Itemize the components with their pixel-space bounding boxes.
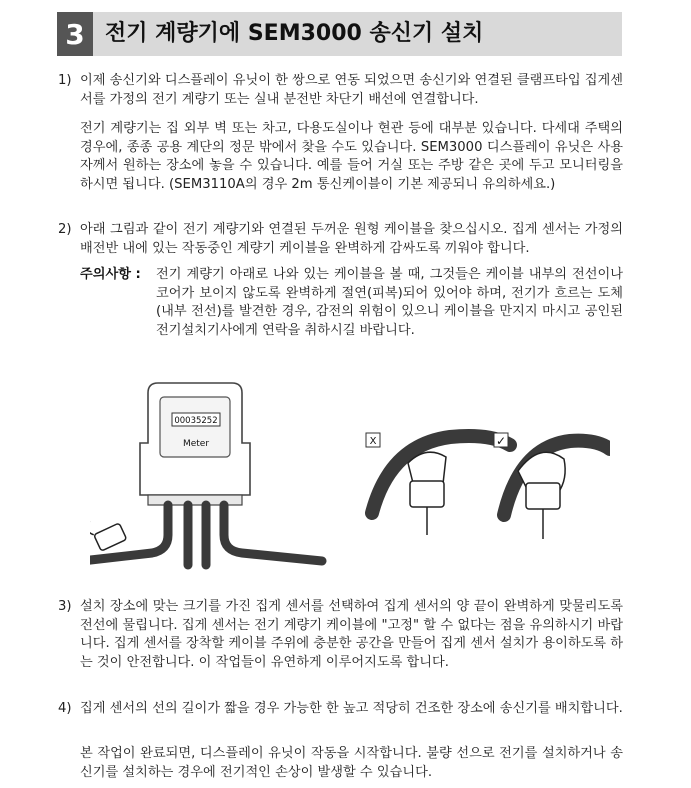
step-4-note: 본 작업이 완료되면, 디스플레이 유닛이 작동을 시작합니다. 불량 선으로 전기를 설치하거나 송신기를 설치하는 경우에 전기적인 손상이 발생할 수 있습니다.	[80, 746, 623, 780]
section-header	[57, 12, 622, 56]
wrong-example	[366, 433, 510, 535]
caution-text: 전기 계량기 아래로 나와 있는 케이블을 볼 때, 그것들은 케이블 내부의 전선이나 코어가 보이지 않도록 완벽하게 절연(피복)되어 있어야 하며, 전기가 흐르는 도체(내부 전선)를 발견한 경우, 감전의 위험이 있으니 케이블을 만지지 마시고 공인된 전기설치기사에게 연락을 취하시길 바랍니다.	[156, 267, 623, 338]
meter-illustration	[90, 383, 322, 565]
section-number: 3	[57, 12, 93, 56]
section-title: 전기 계량기에 SEM3000 송신기 설치	[105, 21, 484, 46]
step-3-number: 3)	[58, 599, 72, 614]
step-1-number: 1)	[58, 73, 72, 88]
step-2-number: 2)	[58, 222, 72, 237]
step-4-number: 4)	[58, 701, 72, 716]
step-1-note: 전기 계량기는 집 외부 벽 또는 차고, 다용도실이나 현관 등에 대부분 있습니다. 다세대 주택의 경우에, 종종 공용 계단의 정문 밖에서 찾을 수도 있습니다. SEM3000 디스플레이 유닛은 사용자께서 원하는 장소에 놓을 수 있습니다. 예를 들어 거실 또는 주방 같은 곳에 두고 모니터링을 하시면 됩니다. (SEM3110A의 경우 2m 통신케이블이 기본 제공되니 유의하세요.)	[80, 121, 623, 192]
step-3-text: 설치 장소에 맞는 크기를 가진 집게 센서를 선택하여 집게 센서의 양 끝이 완벽하게 맞물리도록 전선에 물립니다. 집게 센서는 전기 계량기 케이블에 "고정" 할 수 없다는 점을 유의하시기 바랍니다. 집게 센서를 장착할 케이블 주위에 충분한 공간을 만들어 집게 센서 설치가 용이하도록 하는 것이 안전합니다. 이 작업들이 유연하게 이루어지도록 합니다.	[80, 599, 623, 670]
installation-figure	[90, 375, 610, 575]
meter-label: Meter	[182, 439, 210, 449]
meter-counter: 00035252	[174, 416, 218, 426]
step-2-text: 아래 그림과 같이 전기 계량기와 연결된 두꺼운 원형 케이블을 찾으십시오. 집게 센서는 가정의 배전반 내에 있는 작동중인 계량기 케이블을 완벽하게 감싸도록 끼워야 합니다.	[80, 222, 623, 256]
caution-label: 주의사항 :	[80, 267, 141, 282]
right-mark: ✓	[495, 434, 507, 448]
step-1-text: 이제 송신기와 디스플레이 유닛이 한 쌍으로 연동 되었으면 송신기와 연결된 클램프타입 집게센서를 가정의 전기 계량기 또는 실내 분전반 차단기 배선에 연결합니다.	[80, 73, 623, 107]
wrong-mark: X	[369, 436, 377, 447]
step-4-text: 집게 센서의 선의 길이가 짧을 경우 가능한 한 높고 적당히 건조한 장소에 송신기를 배치합니다.	[80, 701, 623, 716]
